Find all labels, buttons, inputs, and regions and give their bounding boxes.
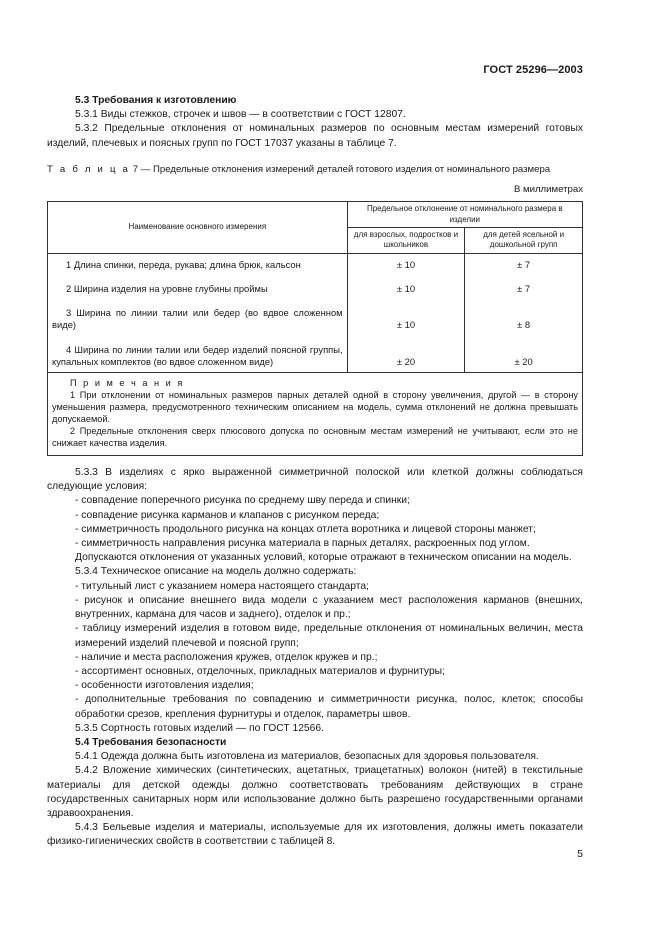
section-heading-5-4: 5.4 Требования безопасности [75,736,227,748]
table-caption-text: 7 — Предельные отклонения измерений деталей готового изделия от номинального размера [130,163,551,175]
list-item: - симметричность направления рисунка материала в парных деталях, раскроенных под углом. [75,538,530,550]
header-adults: для взрослых, подростков и школьников [347,228,465,254]
list-item: - совпадение рисунка карманов и клапанов с рисунком переда; [75,509,380,521]
table-notes [48,373,583,456]
paragraph-5-4-2: 5.4.2 Вложение химических (синтетических, ацетатных, триацетатных) волокон (нитей) в текстильные материалы для детской одежды должно соответствовать требованиям действующих в стране государственных санитарных норм или использование должно быть разрешено государственными органами здравоохранения. [47,765,583,819]
row-name: 2 Ширина изделия на уровне глубины проймы [48,273,348,297]
page-content [47,94,583,850]
deviation-table [47,201,583,456]
row-children-value: ± 7 [465,253,583,273]
paragraph-5-3-4: 5.3.4 Техническое описание на модель должно содержать: [75,566,357,578]
table-caption-prefix: Т а б л и ц а [47,163,131,175]
header-measurement-name: Наименование основного измерения [48,202,348,254]
table-row [48,273,583,297]
row-adults-value: ± 20 [347,334,465,373]
note-2: 2 Предельные отклонения сверх плюсового допуска по основным местам измерений не учитывают, если это не снижает качества изделия. [52,426,578,449]
row-children-value: ± 20 [465,334,583,373]
list-item: - рисунок и описание внешнего вида модели с указанием мест расположения карманов (внешних, внутренних, кармана для часов и заднего), отделок и пр.; [75,594,583,621]
table-row [48,297,583,333]
header-children: для детей ясельной и дошкольной групп [465,228,583,254]
row-children-value: ± 7 [465,273,583,297]
paragraph-5-3-5: 5.3.5 Сортность готовых изделий — по ГОСТ 12566. [75,722,324,734]
paragraph-5-3-3: 5.3.3 В изделиях с ярко выраженной симметричной полоской или клеткой должны соблюдаться следующие условия: [47,467,583,493]
paragraph-5-3-1: 5.3.1 Виды стежков, строчек и швов — в соответствии с ГОСТ 12807. [75,109,406,121]
row-adults-value: ± 10 [347,297,465,333]
list-item: - таблицу измерений изделия в готовом виде, предельные отклонения от номинальных величин, места измерений изделий плечевой и поясной групп; [75,623,583,649]
list-item: - симметричность продольного рисунка на концах отлета воротника и лицевой стороны манжет; [75,523,536,535]
row-name: 3 Ширина по линии талии или бедер (во вдвое сложенном виде) [48,297,348,333]
paragraph-5-4-3: 5.4.3 Бельевые изделия и материалы, используемые для их изготовления, должны иметь показатели физико-гигиенических свойств в соответствии с таблицей 8. [47,822,583,848]
table-notes-row [48,373,583,456]
row-name: 4 Ширина по линии талии или бедер изделий поясной группы, купальных комплектов (во вдвое сложенном виде) [48,334,348,373]
page-number: 5 [577,848,583,860]
table-row [48,334,583,373]
paragraph-5-4-1: 5.4.1 Одежда должна быть изготовлена из материалов, безопасных для здоровья пользователя. [75,751,539,763]
list-item: - дополнительные требования по совпадению и симметричности рисунка, полос, клеток; способы обработки срезов, крепления фурнитуры и отделок, параметры швов. [75,694,583,720]
row-adults-value: ± 10 [347,273,465,297]
row-children-value: ± 8 [465,297,583,333]
list-item: - титульный лист с указанием номера настоящего стандарта; [75,580,369,592]
list-item: - особенности изготовления изделия; [75,680,254,692]
table-row [48,253,583,273]
list-item: - ассортимент основных, отделочных, прикладных материалов и фурнитуры; [75,665,445,677]
table-caption [47,163,583,177]
note-1: 1 При отклонении от номинальных размеров парных деталей одной в сторону увеличения, другой — в сторону уменьшения размера, предусмотренного техническим описанием на модель, сумма отклонений не должна превышать допускаемой. [52,390,578,425]
notes-title: П р и м е ч а н и я [70,378,185,389]
standard-code-header: ГОСТ 25296—2003 [483,64,583,76]
header-deviation: Предельное отклонение от номинального размера в изделии [347,202,582,228]
paragraph-5-3-2: 5.3.2 Предельные отклонения от номинальных размеров по основным местам измерений готовых изделий, плечевых и поясных групп по ГОСТ 17037 указаны в таблице 7. [47,123,583,149]
row-name: 1 Длина спинки, переда, рукава; длина брюк, кальсон [48,253,348,273]
list-item: - наличие и места расположения кружев, отделок кружев и пр.; [75,651,378,663]
row-adults-value: ± 10 [347,253,465,273]
paragraph-5-3-3-after: Допускаются отклонения от указанных условий, которые отражают в техническом описании на модель. [75,552,572,564]
table-units: В миллиметрах [513,184,583,196]
section-heading-5-3: 5.3 Требования к изготовлению [75,95,237,106]
list-item: - совпадение поперечного рисунка по среднему шву переда и спинки; [75,495,410,507]
